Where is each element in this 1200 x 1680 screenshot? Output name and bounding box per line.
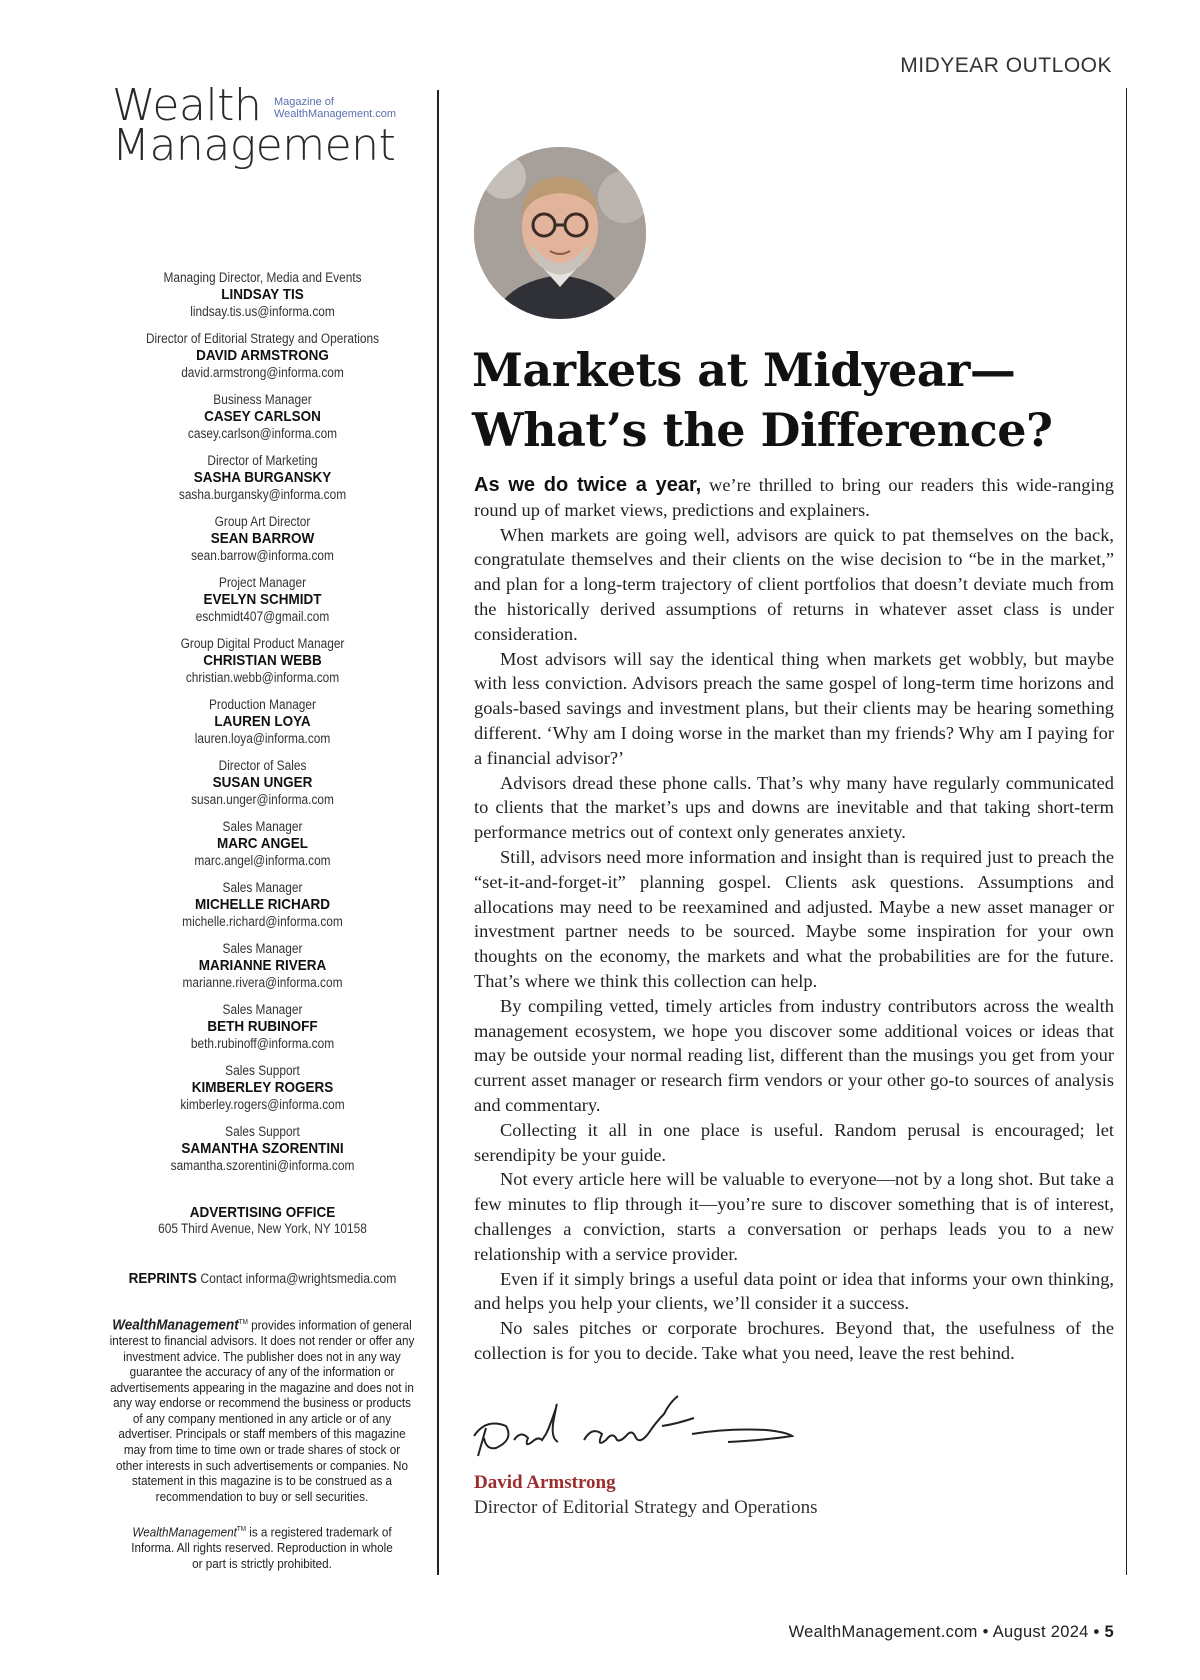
staff-email: kimberley.rogers@informa.com [180,1097,345,1112]
staff-entry [100,331,425,381]
article-lead: As we do twice a year, [474,474,702,496]
staff-email: eschmidt407@gmail.com [195,609,330,624]
author-photo [474,147,646,319]
page-number: 5 [1104,1623,1114,1641]
footer-separator-bold: • [1093,1623,1100,1641]
staff-role: Managing Director, Media and Events [163,270,362,285]
staff-role: Business Manager [213,392,312,407]
article-paragraph: By compiling vetted, timely articles from industry contributors across the wealth management ecosystem, we hope you discover some additional voices or ideas that may be outside your normal reading list, different than the musings you get from your current asset manager or research firm vendors or your other go-to sources of analysis and commentary. [474,995,1114,1115]
staff-name: KIMBERLEY ROGERS [191,1079,334,1096]
author-portrait-illustration [474,147,646,319]
staff-role: Sales Manager [222,1002,303,1017]
staff-name: EVELYN SCHMIDT [203,591,322,608]
staff-role: Director of Sales [218,758,307,773]
trademark-brand: WealthManagement [132,1524,237,1540]
author-signature [466,1378,826,1468]
staff-entry [100,453,425,503]
staff-entry [100,819,425,869]
advertising-office-address: 605 Third Avenue, New York, NY 10158 [158,1221,367,1236]
staff-role: Sales Manager [222,941,303,956]
advertising-office-title: ADVERTISING OFFICE [189,1204,336,1221]
masthead-sidebar [100,80,425,1572]
article-body [474,473,1114,1366]
article-paragraph: Collecting it all in one place is useful. Random perusal is encouraged; let serendipity be your guide. [474,1119,1114,1165]
reprints-contact: Contact informa@wrightsmedia.com [200,1271,397,1286]
disclaimer-tm: TM [238,1319,248,1326]
trademark-tm: TM [236,1526,246,1534]
staff-name: SASHA BURGANSKY [193,469,332,486]
right-margin-rule [1126,88,1127,1575]
staff-name: SAMANTHA SZORENTINI [181,1140,344,1157]
footer-date: August 2024 [992,1623,1089,1641]
staff-email: casey.carlson@informa.com [187,426,338,441]
staff-role: Group Digital Product Manager [180,636,345,651]
staff-email: lauren.loya@informa.com [194,731,331,746]
article-headline [472,340,1132,460]
staff-role: Project Manager [218,575,307,590]
headline-line-2: What’s the Difference? [472,403,1053,457]
logo-wordmark-wealth: Wealth [112,80,262,131]
staff-name: MARC ANGEL [216,835,308,852]
staff-role: Sales Manager [222,819,303,834]
staff-email: samantha.szorentini@informa.com [170,1158,355,1173]
staff-name: DAVID ARMSTRONG [196,347,329,364]
trademark-notice [127,1522,397,1571]
article-paragraph: Advisors dread these phone calls. That’s why many have regularly communicated to clients that the market’s ups and downs are inevitable and that taking short-term performance metrics out of context only generates anxiety. [474,772,1114,843]
staff-role: Director of Marketing [207,453,318,468]
staff-entry [100,758,425,808]
staff-role: Director of Editorial Strategy and Operations [145,331,380,346]
author-title: Director of Editorial Strategy and Operations [474,1497,818,1518]
reprints-label: REPRINTS [128,1270,197,1287]
article-paragraph: No sales pitches or corporate brochures. Beyond that, the usefulness of the collection is for you to decide. Take what you need, leave the rest behind. [474,1318,1114,1363]
staff-entry [100,575,425,625]
article-paragraph: As we do twice a year, we’re thrilled to bring our readers this wide-ranging round up of market views, predictions and explainers. [474,474,1114,520]
staff-entry [100,1002,425,1052]
staff-list [100,270,425,1174]
staff-role: Production Manager [208,697,316,712]
staff-entry [100,392,425,442]
staff-entry [100,1063,425,1113]
staff-name: MICHELLE RICHARD [195,896,330,913]
magazine-logo [112,80,425,180]
staff-entry [100,941,425,991]
staff-name: CHRISTIAN WEBB [203,652,322,669]
article-paragraph: Most advisors will say the identical thing when markets get wobbly, but maybe with less conviction. Advisors preach the same gospel of long-term time horizons and goals-based savings and investment plans, but their clients may be hearing something different. ‘Why am I doing worse in the market than my friends? Why am I paying for a financial advisor?’ [474,648,1114,768]
staff-entry [100,1124,425,1174]
article-paragraph: When markets are going well, advisors are quick to pat themselves on the back, congratulate themselves and their clients on the wise decision to “be in the market,” and plan for a long-term trajectory of client portfolios that doesn’t deviate much from the historically derived assumptions of returns in whatever asset class is under consideration. [474,524,1114,644]
staff-entry [100,514,425,564]
staff-role: Sales Support [225,1124,300,1139]
staff-name: SEAN BARROW [210,530,315,547]
sidebar-divider [437,90,439,1575]
publisher-disclaimer [109,1315,415,1504]
staff-email: david.armstrong@informa.com [181,365,344,380]
disclaimer-text: provides information of general interest to financial advisors. It does not render or offer any investment advice. The publisher does not in any way guarantee the accuracy of any of the information or advertisements appearing in the magazine and does not in any way endorse or recommend the business or products of any company mentioned in any article or of any advertiser. Principals or staff members of this magazine may from time to time own or trade shares of stock or other interests in such advertisements or companies. No statement in this magazine is to be construed as a recommendation to buy or sell securities. [109,1317,415,1504]
trademark-text: is a registered trademark of Informa. All rights reserved. Reproduction in whole or part is strictly prohibited. [131,1524,393,1571]
staff-role: Group Art Director [214,514,311,529]
staff-name: SUSAN UNGER [212,774,313,791]
staff-email: christian.webb@informa.com [185,670,340,685]
staff-email: marianne.rivera@informa.com [182,975,343,990]
staff-name: LINDSAY TIS [221,286,304,303]
advertising-office [100,1204,425,1236]
staff-email: michelle.richard@informa.com [182,914,343,929]
staff-name: BETH RUBINOFF [207,1018,318,1035]
disclaimer-brand: WealthManagement [112,1316,239,1334]
author-name: David Armstrong [474,1472,616,1493]
staff-email: susan.unger@informa.com [191,792,334,807]
staff-email: sasha.burgansky@informa.com [178,487,347,502]
staff-role: Sales Manager [222,880,303,895]
staff-email: sean.barrow@informa.com [191,548,334,563]
headline-line-1: Markets at Midyear— [472,343,1016,397]
staff-email: lindsay.tis.us@informa.com [190,304,335,319]
staff-entry [100,270,425,320]
reprints-info [116,1270,409,1287]
staff-entry [100,636,425,686]
article-paragraph: Still, advisors need more information and insight than is required just to preach the “set-it-and-forget-it” planning gospel. Clients ask questions. Assumptions and allocations may need to be reexamined and adjusted. Maybe a new asset manager or investment partner needs to be sourced. Maybe some inspiration for your own thoughts on the economy, the markets and what the probabilities are for the future. That’s where we think this collection can help. [474,846,1114,991]
logo-tagline: Magazine of WealthManagement.com [274,96,397,120]
section-label: MIDYEAR OUTLOOK [900,54,1112,77]
staff-entry [100,880,425,930]
article-paragraph: Even if it simply brings a useful data point or idea that informs your own thinking, and helps you help your clients, we’ll consider it a success. [474,1268,1114,1314]
footer-separator: • [982,1623,989,1641]
staff-role: Sales Support [225,1063,300,1078]
logo-wordmark-management: Management [112,120,396,171]
article-paragraph: Not every article here will be valuable to everyone—not by a long shot. But take a few minutes to flip through it—you’re sure to discover something that is of interest, challenges a conviction, starts a conversation or perhaps leads you to a new relationship with a service provider. [474,1169,1114,1264]
staff-email: beth.rubinoff@informa.com [190,1036,335,1051]
staff-name: LAUREN LOYA [214,713,311,730]
footer-site: WealthManagement.com [788,1623,978,1641]
page-footer [789,1623,1114,1642]
staff-entry [100,697,425,747]
staff-name: MARIANNE RIVERA [198,957,327,974]
staff-name: CASEY CARLSON [204,408,321,425]
staff-email: marc.angel@informa.com [194,853,331,868]
